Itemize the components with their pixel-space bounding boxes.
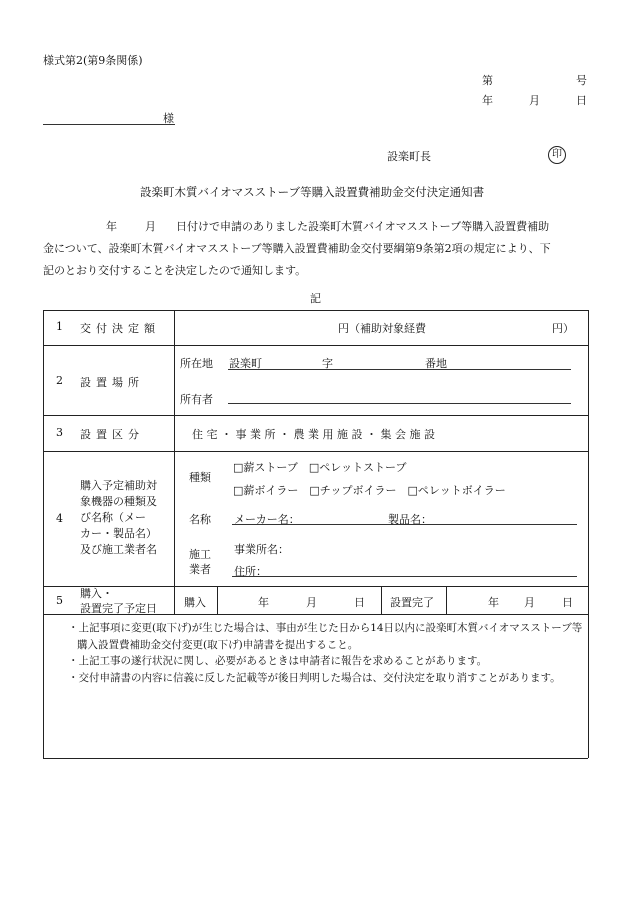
document-title: 設楽町木質バイオマスストーブ等購入設置費補助金交付決定通知書 [140,185,485,199]
note-item: ・上記事項に変更(取下げ)が生じた場合は、事由が生じた日から14日以内に設楽町木質バイオマスストーブ等購入設置費補助金交付変更(取下げ)申請書を提出すること。 [68,622,583,651]
purchase-day: 日 [354,596,365,609]
date-year: 年 [482,94,493,107]
doc-number-suffix: 号 [576,74,587,87]
seal-mark: 印 [548,146,566,164]
intro-line2: 金について、設楽町木質バイオマスストーブ等購入設置費補助金交付要綱第9条第2項の規定により、下 [43,242,551,255]
row2-label: 設置場所 [80,376,144,389]
row4-label-line: カー・製品名） [80,527,157,540]
row4-label-line: 購入予定補助対 [80,479,157,492]
row1-yen-label: 円（補助対象経費 [338,322,426,335]
row4-label-line: 象機器の種類及 [80,495,157,508]
location-town: 設楽町 [229,357,262,370]
row4-label-line: 及び施工業者名 [80,543,157,556]
location-underline [228,369,571,370]
equipment-name-label: 名称 [189,513,211,526]
row4-label-line: び名称（メー [80,511,146,524]
completion-year: 年 [488,596,499,609]
notes-block [68,620,587,686]
location-aza: 字 [322,357,333,370]
contractor-address: 住所： [234,565,267,578]
completion-month: 月 [524,596,535,609]
installation-category-options: 住 宅 ・ 事 業 所 ・ 農 業 用 施 設 ・ 集 会 施 設 [192,428,435,441]
completion-day: 日 [562,596,573,609]
product-name: 製品名： [388,513,432,526]
purchase-month: 月 [306,596,317,609]
intro-line1: 日付けで申請のありました設楽町木質バイオマスストーブ等購入設置費補助 [176,220,550,233]
row4-label [80,478,157,558]
row1-number: 1 [56,320,63,333]
purchase-label: 購入 [184,596,206,609]
row4-number: 4 [56,512,63,525]
contractor-office: 事業所名： [234,543,289,556]
equipment-type-options-2: □薪ボイラー □チップボイラー □ペレットボイラー [233,484,506,497]
row5-number: 5 [56,594,63,607]
completion-label: 設置完了 [390,596,434,609]
contractor-label-1: 施工 [189,548,211,561]
row1-yen-close: 円） [552,322,574,335]
contractor-label-2: 業者 [189,563,211,576]
row3-label: 設置区分 [80,428,144,441]
intro-line3: 記のとおり交付することを決定したので通知します。 [43,264,307,277]
issuer: 設楽町長 [387,150,431,163]
form-number: 様式第2(第9条関係) [43,54,143,67]
date-day: 日 [576,94,587,107]
note-item: ・交付申請書の内容に信義に反した記載等が後日判明した場合は、交付決定を取り消すことがあります。 [68,671,561,684]
row1-label: 交付決定額 [80,322,160,335]
row2-number: 2 [56,374,63,387]
address-underline [232,576,577,577]
owner-underline [228,403,571,404]
date-month: 月 [529,94,540,107]
row3-number: 3 [56,426,63,439]
ki-label: 記 [310,292,321,305]
doc-number-prefix: 第 [482,74,493,87]
addressee-line [43,124,175,125]
addressee-suffix: 様 [163,112,174,125]
location-label: 所在地 [180,357,213,370]
owner-label: 所有者 [180,393,213,406]
row5-label-line1: 購入・ [80,587,113,600]
equipment-type-options-1: □薪ストーブ □ペレットストーブ [233,461,407,474]
location-banchi: 番地 [425,357,447,370]
intro-month: 月 [145,220,156,233]
equipment-type-label: 種類 [189,471,211,484]
note-item: ・上記工事の遂行状況に関し、必要があるときは申請者に報告を求めることがあります。 [68,655,488,667]
maker-name: メーカー名： [234,513,300,526]
purchase-year: 年 [258,596,269,609]
name-underline [232,524,577,525]
row5-label-line2: 設置完了予定日 [80,602,157,615]
intro-year: 年 [106,220,117,233]
